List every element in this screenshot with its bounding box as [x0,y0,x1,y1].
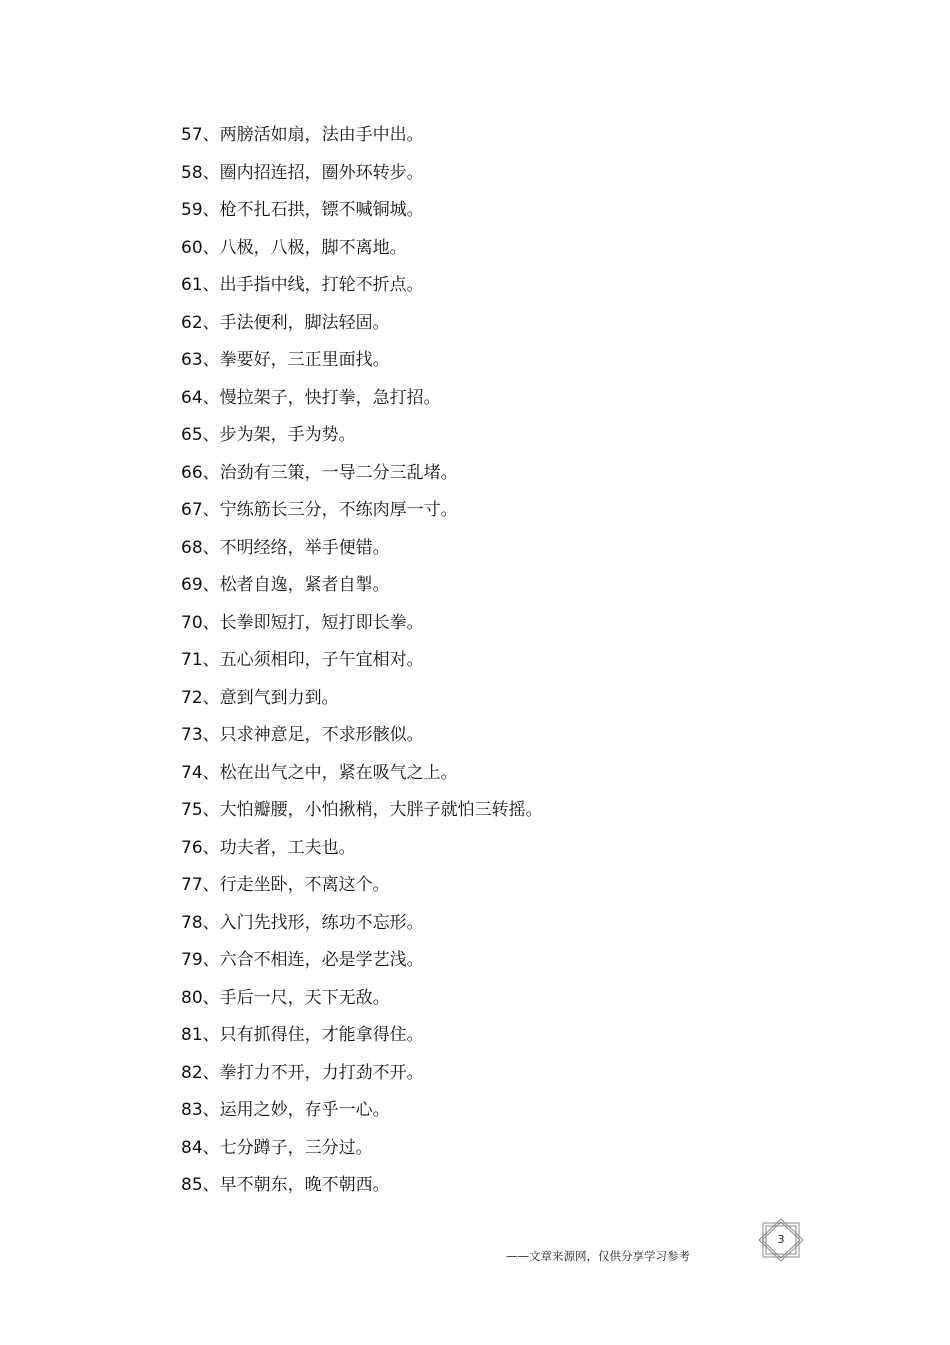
list-item [181,234,543,272]
list-item [181,871,543,909]
list-item [181,609,543,647]
item-number: 67 [181,500,203,520]
item-number: 69 [181,575,203,595]
item-number: 57 [181,125,203,145]
list-item [181,759,543,797]
item-number: 61 [181,275,203,295]
list-item [181,1096,543,1134]
list-item [181,459,543,497]
item-number: 71 [181,650,203,670]
list-item [181,1134,543,1172]
item-number: 84 [181,1137,203,1158]
item-number: 77 [181,875,203,895]
item-number: 83 [181,1100,203,1120]
item-text: 、功夫者，工夫也。 [202,837,356,858]
list-item [181,646,543,684]
list-item [181,384,543,422]
item-number: 75 [181,800,203,820]
list-item [181,271,543,309]
item-text: 、宁练筋长三分，不练肉厚一寸。 [202,500,458,520]
item-text: 、大怕瓣腰，小怕揪梢，大胖子就怕三转摇。 [202,800,543,820]
list-item [181,684,543,722]
item-text: 、慢拉架子，快打拳，急打招。 [202,387,441,408]
item-number: 79 [181,950,203,970]
item-text: 、手法便利，脚法轻固。 [202,312,390,333]
item-text: 、只求神意足，不求形骸似。 [202,725,424,745]
list-item [181,309,543,347]
item-text: 、松者自逸，紧者自掣。 [202,575,390,595]
list-item [181,721,543,759]
item-text: 、六合不相连，必是学艺浅。 [202,950,424,970]
item-number: 68 [181,537,203,558]
item-number: 64 [181,387,203,408]
item-number: 81 [181,1025,203,1045]
list-item [181,196,543,234]
list-item [181,1021,543,1059]
item-number: 58 [181,162,203,183]
list-item [181,946,543,984]
list-item [181,534,543,572]
footer-source-note: ——文章来源网，仅供分享学习参考 [506,1249,690,1263]
list-item [181,496,543,534]
list-item [181,1171,543,1209]
item-text: 、圈内招连招，圈外环转步。 [202,162,424,183]
item-text: 、步为架，手为势。 [202,425,356,445]
list-item [181,571,543,609]
item-text: 、长拳即短打，短打即长拳。 [202,612,424,633]
item-number: 63 [181,350,203,370]
item-number: 82 [181,1062,203,1083]
item-text: 、早不朝东，晚不朝西。 [202,1175,390,1195]
item-text: 、治劲有三策，一导二分三乱堵。 [202,462,458,483]
list-item [181,346,543,384]
item-text: 、只有抓得住，才能拿得住。 [202,1025,424,1045]
item-number: 59 [181,200,203,220]
list-item [181,1059,543,1097]
item-number: 74 [181,762,203,783]
item-text: 、拳打力不开，力打劲不开。 [202,1062,424,1083]
list-item [181,121,543,159]
list-item [181,834,543,872]
item-number: 66 [181,462,203,483]
item-number: 65 [181,425,203,445]
item-text: 、运用之妙，存乎一心。 [202,1100,390,1120]
item-text: 、手后一尺，天下无敌。 [202,987,390,1008]
item-text: 、五心须相印，子午宜相对。 [202,650,424,670]
item-number: 60 [181,237,203,258]
item-number: 73 [181,725,203,745]
proverb-list [181,121,543,1209]
list-item [181,909,543,947]
item-text: 、七分蹲子，三分过。 [202,1137,373,1158]
list-item [181,984,543,1022]
item-number: 85 [181,1175,203,1195]
item-text: 、出手指中线，打轮不折点。 [202,275,424,295]
item-number: 62 [181,312,203,333]
item-text: 、枪不扎石拱，镖不喊铜城。 [202,200,424,220]
item-text: 、不明经络，举手便错。 [202,537,390,558]
item-text: 、意到气到力到。 [202,687,339,708]
item-number: 80 [181,987,203,1008]
list-item [181,796,543,834]
page-number-badge [757,1219,805,1261]
item-number: 72 [181,687,203,708]
item-text: 、八极，八极，脚不离地。 [202,237,407,258]
list-item [181,159,543,197]
item-text: 、入门先找形，练功不忘形。 [202,912,424,933]
item-number: 78 [181,912,203,933]
item-number: 76 [181,837,203,858]
item-number: 70 [181,612,203,633]
list-item [181,421,543,459]
item-text: 、拳要好，三正里面找。 [202,350,390,370]
item-text: 、两膀活如扇，法由手中出。 [202,125,424,145]
item-text: 、松在出气之中，紧在吸气之上。 [202,762,458,783]
page-number: 3 [777,1233,785,1246]
item-text: 、行走坐卧，不离这个。 [202,875,390,895]
